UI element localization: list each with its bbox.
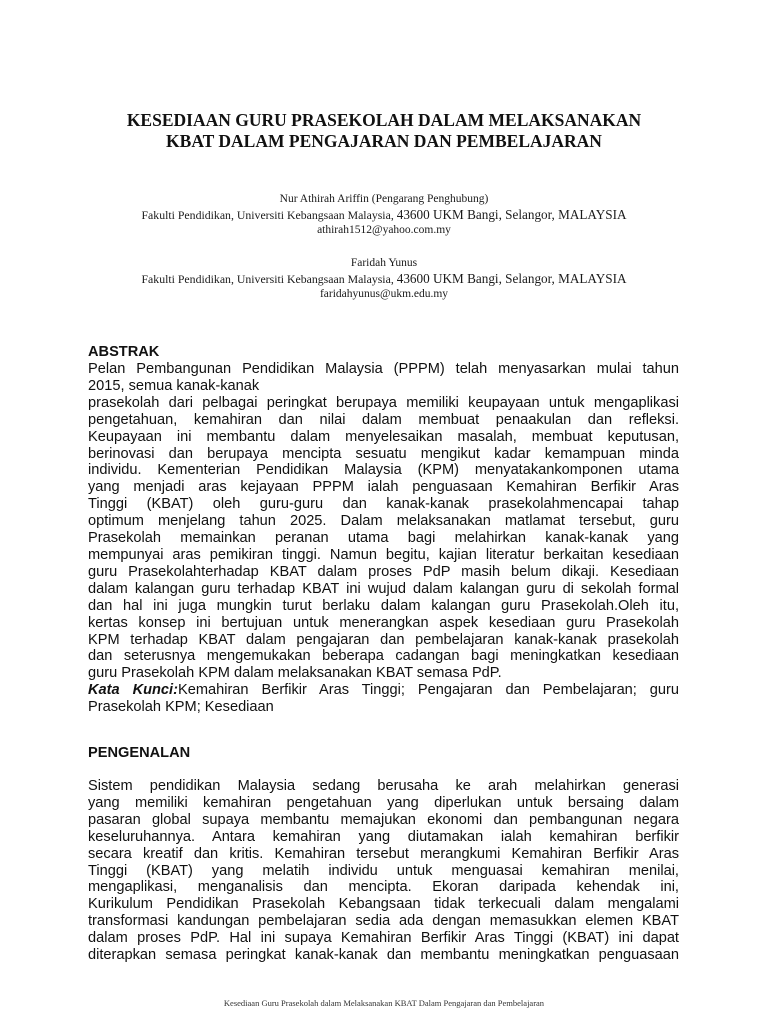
author-block-2 [60,256,708,302]
introduction-line: secara kreatif dan kritis. Kemahiran tersebut merangkumi Kemahiran Berfikir Aras [88,845,679,862]
author-affiliation [60,271,708,287]
title-line: KBAT DALAM PENGAJARAN DAN PEMBELAJARAN [166,131,602,151]
author-email: faridahyunus@ukm.edu.my [319,288,449,300]
abstract-line: prasekolah dari pelbagai peringkat berupaya memiliki keupayaan untuk mengaplikasi [88,394,679,411]
abstract-line: guru Prasekolahterhadap KBAT dalam proses PdP masih belum dikaji. Kesediaan [88,563,679,580]
abstract-line: pengetahuan, kemahiran dan nilai dalam membuat penaakulan dan refleksi. [88,411,679,428]
keywords-text: Kemahiran Berfikir Aras Tinggi; Pengajaran dan Pembelajaran; guru [177,682,679,699]
abstract-line: mempunyai aras pemikiran tinggi. Namun begitu, kajian literatur berkaitan kesediaan [88,546,679,563]
introduction-line: Tinggi (KBAT) yang melatih individu untuk menguasai kemahiran menilai, [88,862,679,879]
affiliation-institution: Fakulti Pendidikan, Universiti Kebangsaan Malaysia, [141,272,397,286]
abstract-line: dalam kalangan guru terhadap KBAT ini wujud dalam kalangan guru di sekolah formal [88,580,679,597]
author-name: Faridah Yunus [350,257,418,269]
abstract-line: Pelan Pembangunan Pendidikan Malaysia (PPPM) telah menyasarkan mulai tahun [88,361,679,377]
abstract-line: optimum menjelang tahun 2025. Dalam melaksanakan matlamat tersebut, guru [88,513,679,530]
affiliation-address: 43600 UKM Bangi, Selangor, MALAYSIA [396,271,627,286]
introduction-line: Sistem pendidikan Malaysia sedang berusaha ke arah melahirkan generasi [88,778,679,794]
abstract-line: dan seterusnya mengemukakan beberapa cadangan bagi meningkatkan kesediaan [88,648,679,665]
introduction-line: mengaplikasi, menganalisis dan mencipta. Ekoran daripada kehendak ini, [88,879,679,896]
abstract-line: yang menjadi aras kejayaan PPPM ialah penguasaan Kemahiran Berfikir Aras [88,479,679,496]
affiliation-address: 43600 UKM Bangi, Selangor, MALAYSIA [396,207,627,222]
abstract-line: Keupayaan ini membantu dalam menyelesaikan masalah, membuat keputusan, [88,428,679,445]
abstract-line: kertas konsep ini bertujuan untuk menerangkan aspek kesediaan guru Prasekolah [88,614,679,631]
abstract-line: individu. Kementerian Pendidikan Malaysia (KPM) menyatakankomponen utama [88,462,679,479]
introduction-line: keseluruhannya. Antara kemahiran yang diutamakan ialah kemahiran berfikir [88,828,679,845]
abstract-line: guru Prasekolah KPM dalam melaksanakan KBAT semasa PdP. [88,665,502,682]
abstract-line: dan hal ini juga mungkin turut berlaku dalam kalangan guru Prasekolah.Oleh itu, [88,597,679,614]
author-affiliation [60,207,708,223]
page-footer: Kesediaan Guru Prasekolah dalam Melaksanakan KBAT Dalam Pengajaran dan Pembelajaran [223,998,545,1008]
abstract-line: 2015, semua kanak-kanak [88,377,260,394]
introduction-line: dalam proses PdP. Hal ini supaya Kemahiran Berfikir Aras Tinggi (KBAT) ini dapat [88,930,679,947]
abstract-line: Prasekolah memainkan peranan utama bagi melahirkan kanak-kanak yang [88,530,679,547]
introduction-body [88,778,679,964]
introduction-line: yang memiliki kemahiran pengetahuan yang diperlukan untuk bersaing dalam [88,794,679,811]
abstract-heading: ABSTRAK [88,344,160,360]
abstract-line: berinovasi dan berupaya mencipta sesuatu mengikut kadar kemampuan minda [88,445,679,462]
abstract-line: KPM terhadap KBAT dalam pengajaran dan pembelajaran kanak-kanak prasekolah [88,631,679,648]
abstract-line: Tinggi (KBAT) oleh guru-guru dan kanak-kanak prasekolahmencapai tahap [88,496,679,513]
introduction-heading: PENGENALAN [88,745,191,761]
introduction-line: transformasi kandungan pembelajaran sedia ada dengan memasukkan elemen KBAT [88,913,679,930]
introduction-line: Kurikulum Pendidikan Prasekolah Kebangsaan tidak terkecuali dalam mengalami [88,896,679,913]
paper-title [60,110,708,152]
introduction-line: diterapkan semasa peringkat kanak-kanak dan membantu meningkatkan penguasaan [88,947,679,964]
author-block-1 [60,192,708,238]
author-email: athirah1512@yahoo.com.my [317,224,451,236]
author-name: Nur Athirah Ariffin (Pengarang Penghubung) [279,193,489,205]
affiliation-institution: Fakulti Pendidikan, Universiti Kebangsaan Malaysia, [141,208,397,222]
introduction-line: pasaran global supaya membantu memajukan ekonomi dan pembangunan negara [88,811,679,828]
abstract-body [88,361,679,716]
keywords-line: Prasekolah KPM; Kesediaan [88,699,274,716]
keywords-label: Kata Kunci: [88,682,178,699]
keywords-line [88,682,679,699]
title-line: KESEDIAAN GURU PRASEKOLAH DALAM MELAKSANAKAN [126,110,642,130]
